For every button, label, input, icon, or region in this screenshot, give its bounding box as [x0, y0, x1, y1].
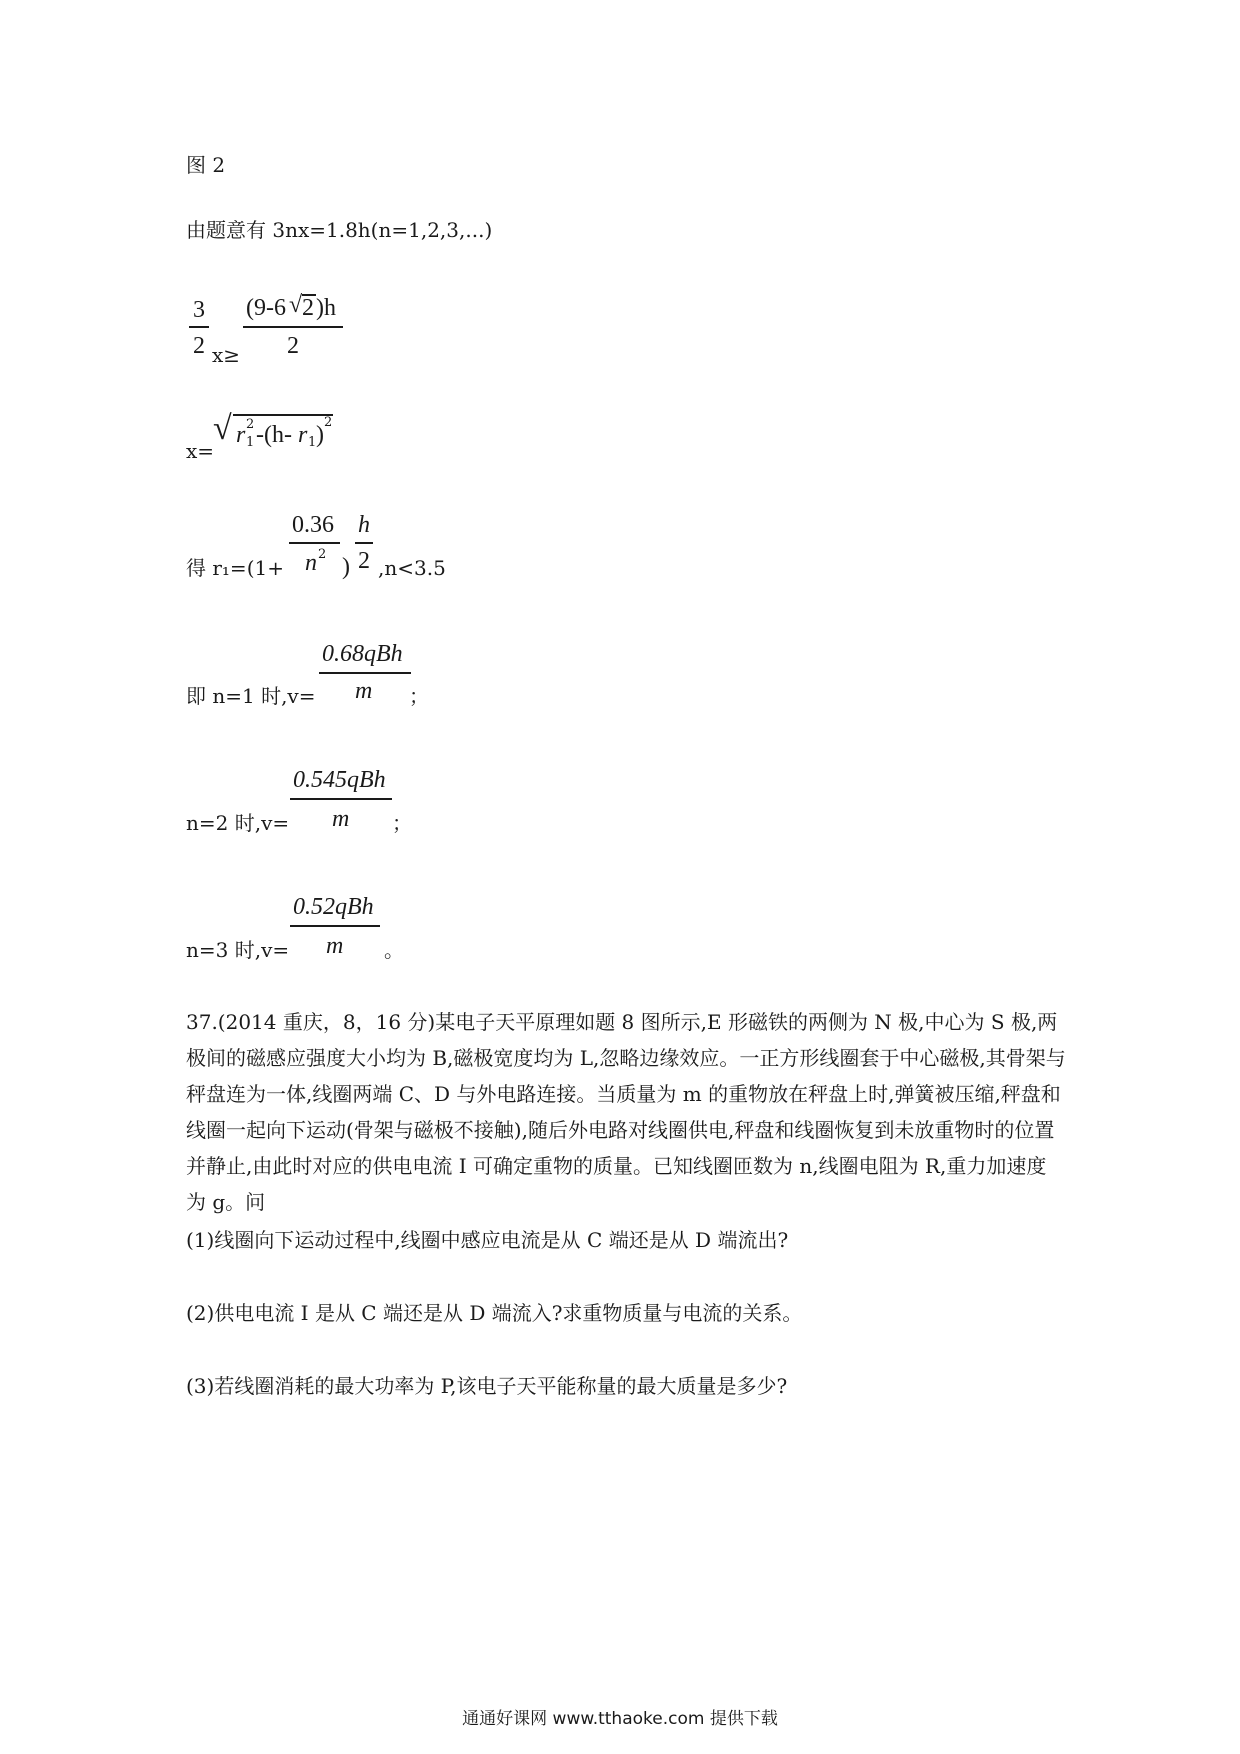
problem-text: 37.(2014 重庆，8，16 分)某电子天平原理如题 8 图所示,E 形磁铁的两侧为 N 极,中心为 S 极,两极间的磁感应强度大小均为 B,磁极宽度均为 L,忽略边缘效应。一正方形线圈套于中心磁极,其骨架与秤盘连为一体,线圈两端 C、D 与外电路连接。当质量为 m 的重物放在秤盘上时,弹簧被压缩,秤盘和线圈一起向下运动(骨架与磁极不接触),随后外电路对线圈供电,秤盘和线圈恢复到未放重物时的位置并静止,由此时对应的供电电流 I 可确定重物的质量。已知线圈匝数为 n,线圈电阻为 R,重力加速度为 g。问: [186, 1010, 1066, 1214]
frac-right-num-sqrt: 2: [302, 295, 314, 321]
frac-left-denominator: 2: [193, 333, 205, 359]
v2-bar: [290, 798, 392, 800]
v1-suffix: ；: [409, 684, 429, 708]
v3-prefix: n=3 时,v=: [186, 938, 290, 962]
frac1-bar: [289, 542, 340, 544]
v3-suffix: 。: [384, 938, 404, 962]
frac2-bar: [355, 542, 373, 544]
v2-numerator: 0.545qBh: [293, 767, 386, 793]
x-equals: x=: [186, 439, 215, 463]
minus-open: -(h-: [256, 422, 292, 448]
sqrt-bar-large: [233, 414, 333, 416]
sqrt-sign: √: [289, 292, 303, 318]
frac1-denominator: n: [305, 550, 317, 576]
frac1-numerator: 0.36: [292, 512, 334, 538]
v1-denominator: m: [355, 678, 373, 704]
frac-right-num-post: )h: [316, 295, 336, 321]
frac-right-denominator: 2: [287, 333, 299, 359]
frac1-den-sup: 2: [318, 547, 327, 562]
figure-label: 图 2: [186, 153, 226, 177]
frac-right-bar: [243, 326, 343, 328]
r-symbol: r: [236, 422, 246, 448]
frac2-numerator: h: [358, 512, 370, 538]
question-2: (2)供电电流 I 是从 C 端还是从 D 端流入?求重物质量与电流的关系。: [186, 1301, 803, 1325]
v3-denominator: m: [326, 933, 344, 959]
sqrt-sign-large: √: [213, 410, 232, 447]
x-geq: x≥: [212, 343, 241, 367]
r1-prefix: 得 r₁=(1+: [186, 556, 284, 580]
v2-denominator: m: [332, 806, 350, 832]
v1-bar: [319, 672, 411, 674]
r-superscript: 2: [246, 417, 255, 432]
question-3: (3)若线圈消耗的最大功率为 P,该电子天平能称量的最大质量是多少?: [186, 1374, 788, 1398]
v2-suffix: ；: [392, 811, 412, 835]
close-superscript: 2: [324, 415, 333, 430]
question-1: (1)线圈向下运动过程中,线圈中感应电流是从 C 端还是从 D 端流出?: [186, 1228, 789, 1252]
frac-left-numerator: 3: [193, 297, 205, 323]
frac-left-bar: [189, 326, 209, 328]
v3-bar: [290, 925, 380, 927]
v2-prefix: n=2 时,v=: [186, 811, 290, 835]
r-symbol-2: r: [298, 422, 308, 448]
v1-numerator: 0.68qBh: [322, 641, 403, 667]
frac2-denominator: 2: [358, 548, 370, 574]
close-paren-r1: ): [342, 554, 350, 580]
frac-right-num-pre: (9-6: [246, 295, 286, 321]
r-subscript: 1: [246, 435, 255, 450]
r-subscript-2: 1: [308, 435, 317, 450]
r1-suffix: ,n<3.5: [378, 556, 446, 580]
v1-prefix: 即 n=1 时,v=: [186, 684, 316, 708]
equation-line-1: 由题意有 3nx=1.8h(n=1,2,3,...): [186, 218, 493, 242]
page-footer: 通通好课网 www.tthaoke.com 提供下载: [462, 1709, 778, 1729]
v3-numerator: 0.52qBh: [293, 894, 374, 920]
close-paren: ): [316, 422, 324, 448]
